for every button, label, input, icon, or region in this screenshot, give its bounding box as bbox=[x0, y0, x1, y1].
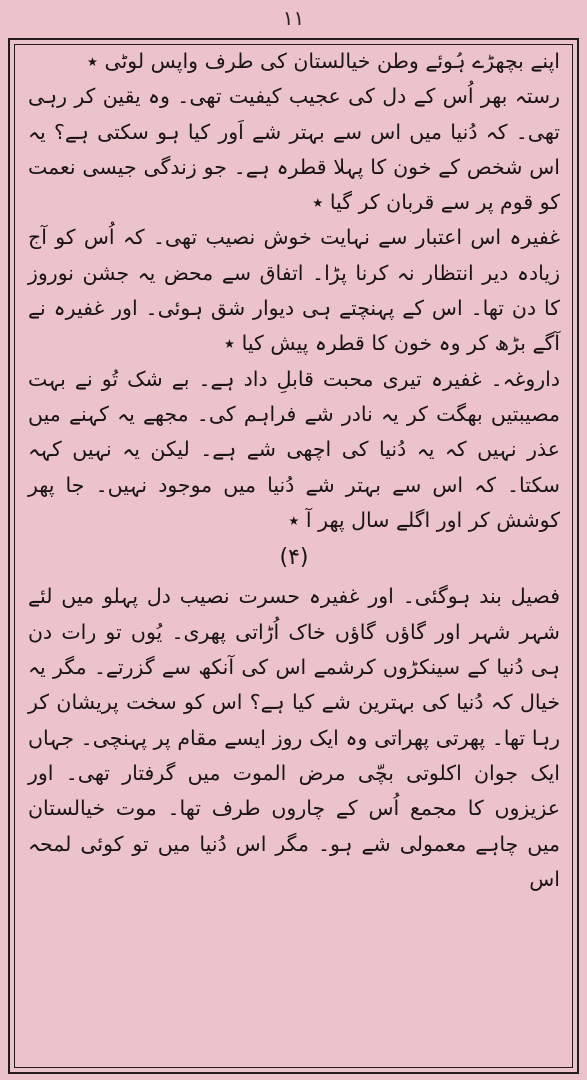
paragraph: فصیل بند ہوگئی۔ اور غفیرہ حسرت نصیب دل پہلو میں لئے شہر شہر اور گاؤں گاؤں خاک اُڑاتی پھری۔ یُوں تو رات دن ہی دُنیا کے سینکڑوں کرشمے اس کی آنکھ سے گزرتے۔ مگر یہ خیال کہ دُنیا کی بہترین شے کیا ہے؟ اس کو سخت پریشان کر رہا تھا۔ پھرتی پھراتی وہ ایک روز ایسے مقام پر پہنچی۔ جہاں ایک جوان اکلوتی بچّی مرض الموت میں گرفتار تھی۔ اور عزیزوں کا مجمع اُس کے چاروں طرف تھا۔ موت خیالستان میں چاہے معمولی شے ہو۔ مگر اس دُنیا میں تو کوئی لمحہ اس bbox=[28, 584, 560, 891]
paragraph: رستہ بھر اُس کے دل کی عجیب کیفیت تھی۔ وہ یقین کر رہی تھی۔ کہ دُنیا میں اس سے بہتر شے اَور کیا ہو سکتی ہے؟ یہ اس شخص کے خون کا پہلا قطرہ ہے۔ جو زندگی جیسی نعمت کو قوم پر سے قربان کر گیا ٭ bbox=[28, 84, 560, 215]
paragraph: داروغہ۔ غفیرہ تیری محبت قابلِ داد ہے۔ بے شک تُو نے بہت مصیبتیں بھگت کر یہ نادر شے فراہم کی۔ مجھے یہ کہنے میں عذر نہیں کہ یہ دُنیا کی اچھی شے ہے۔ لیکن یہ نہیں کہہ سکتا۔ کہ اس سے بہتر شے دُنیا میں موجود نہیں۔ جا پھر کوشش کر اور اگلے سال پھر آ ٭ bbox=[28, 366, 560, 532]
paragraph: اپنے بچھڑے ہُوئے وطن خیالستان کی طرف واپس لوٹی ٭ bbox=[86, 49, 560, 73]
section-heading: (۴) bbox=[279, 545, 309, 571]
page-number: ۱۱ bbox=[282, 6, 305, 30]
paragraph: غفیرہ اس اعتبار سے نہایت خوش نصیب تھی۔ کہ اُس کو آج زیادہ دیر انتظار نہ کرنا پڑا۔ اتفاق سے محض یہ جشن نوروز کا دن تھا۔ اس کے پہنچتے ہی دیوار شق ہوئی۔ اور غفیرہ نے آگے بڑھ کر وہ خون کا قطرہ پیش کیا ٭ bbox=[28, 225, 560, 356]
body-text bbox=[28, 44, 560, 1070]
